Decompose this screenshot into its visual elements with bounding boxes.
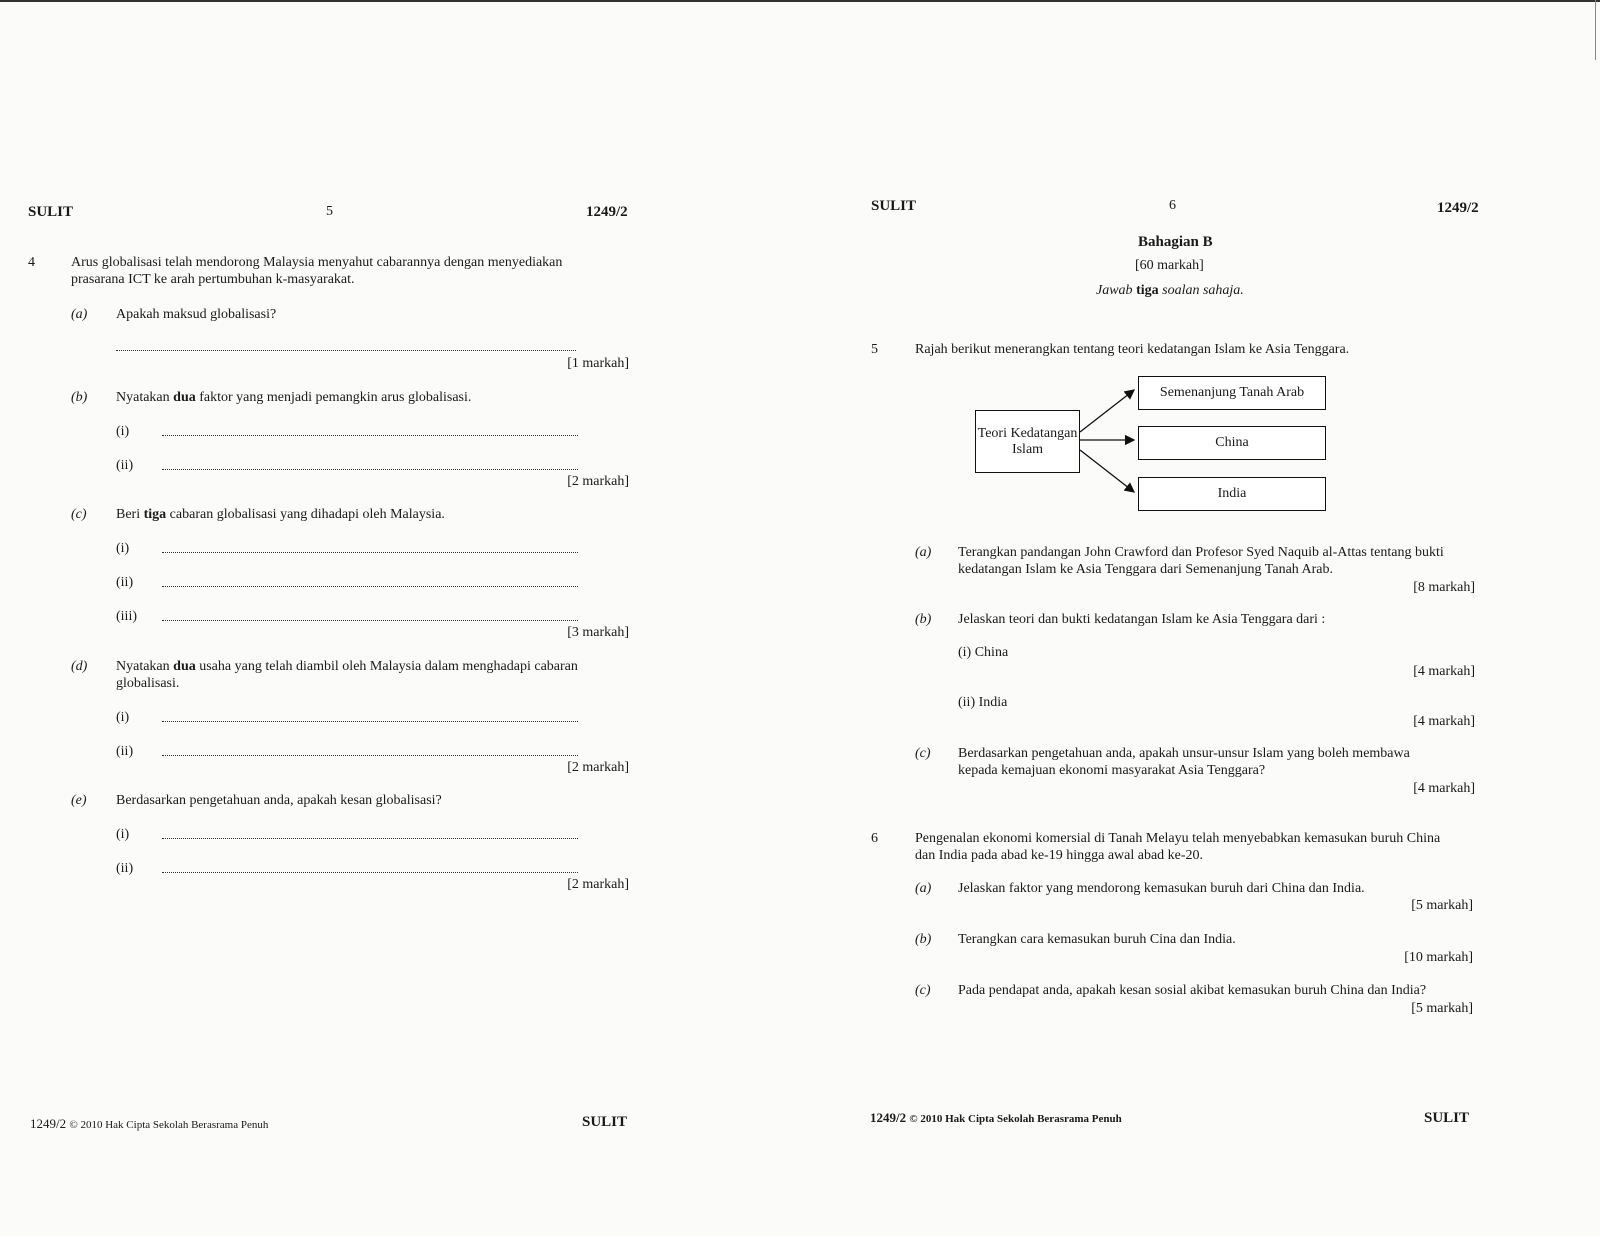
right-header-page-number: 6	[1169, 198, 1176, 213]
q5c-mark: [4 markah]	[1413, 781, 1475, 796]
q4b-answer-line-ii[interactable]	[162, 469, 578, 470]
q4e-roman-ii: (ii)	[116, 861, 134, 876]
q6a-mark: [5 markah]	[1411, 898, 1473, 913]
q6c-text: Pada pendapat anda, apakah kesan sosial akibat kemasukan buruh China dan India?	[958, 983, 1427, 998]
q4c-answer-line-iii[interactable]	[162, 620, 578, 621]
q4d-text: Nyatakan dua usaha yang telah diambil oleh Malaysia dalam menghadapi cabaran	[116, 659, 578, 674]
left-header-code: 1249/2	[586, 204, 628, 220]
q4b-roman-ii: (ii)	[116, 458, 134, 473]
q4d-roman-ii: (ii)	[116, 744, 134, 759]
section-marks: [60 markah]	[1135, 258, 1204, 273]
q6b-text: Terangkan cara kemasukan buruh Cina dan India.	[958, 932, 1236, 947]
q4d-answer-line-i[interactable]	[162, 721, 578, 722]
q4b-mark: [2 markah]	[567, 474, 629, 489]
q4a-mark: [1 markah]	[567, 356, 629, 371]
right-header-code: 1249/2	[1437, 200, 1479, 216]
left-footer-sulit: SULIT	[582, 1114, 628, 1130]
q4e-text: Berdasarkan pengetahuan anda, apakah kesan globalisasi?	[116, 793, 442, 808]
scan-right-border	[1595, 0, 1596, 60]
q6a-label: (a)	[915, 881, 932, 896]
scan-top-border	[0, 0, 1600, 2]
q4c-label: (c)	[71, 507, 87, 522]
q4-stem-line2: prasarana ICT ke arah pertumbuhan k-masyarakat.	[71, 272, 355, 287]
q6b-mark: [10 markah]	[1404, 950, 1473, 965]
right-footer-sulit: SULIT	[1424, 1110, 1470, 1126]
q4c-mark: [3 markah]	[567, 625, 629, 640]
q6-stem-line1: Pengenalan ekonomi komersial di Tanah Melayu telah menyebabkan kemasukan buruh China	[915, 831, 1441, 846]
right-footer-code-copyright: 1249/2 © 2010 Hak Cipta Sekolah Berasrama Penuh	[870, 1110, 1122, 1125]
right-header-sulit: SULIT	[871, 198, 917, 214]
left-header-page-number: 5	[326, 204, 333, 219]
q4c-answer-line-i[interactable]	[162, 552, 578, 553]
q4-number: 4	[28, 255, 35, 270]
q4e-mark: [2 markah]	[567, 877, 629, 892]
q5c-line1: Berdasarkan pengetahuan anda, apakah unsur-unsur Islam yang boleh membawa	[958, 746, 1410, 761]
q4c-roman-iii: (iii)	[116, 609, 137, 624]
q4e-answer-line-i[interactable]	[162, 838, 578, 839]
q4c-text: Beri tiga cabaran globalisasi yang dihadapi oleh Malaysia.	[116, 507, 445, 522]
q5a-line2: kedatangan Islam ke Asia Tenggara dari Semenanjung Tanah Arab.	[958, 562, 1334, 577]
q4a-answer-line[interactable]	[116, 350, 576, 351]
q4c-answer-line-ii[interactable]	[162, 586, 578, 587]
q5-stem: Rajah berikut menerangkan tentang teori kedatangan Islam ke Asia Tenggara.	[915, 342, 1350, 357]
q6-stem-line2: dan India pada abad ke-19 hingga awal abad ke-20.	[915, 848, 1204, 863]
q4e-roman-i: (i)	[116, 827, 130, 842]
section-title: Bahagian B	[1138, 234, 1213, 250]
q4b-roman-i: (i)	[116, 424, 130, 439]
q4b-text: Nyatakan dua faktor yang menjadi pemangkin arus globalisasi.	[116, 390, 472, 405]
q6-number: 6	[871, 831, 878, 846]
q4-stem-line1: Arus globalisasi telah mendorong Malaysia menyahut cabarannya dengan menyediakan	[71, 255, 563, 270]
q5b-mark-i: [4 markah]	[1413, 664, 1475, 679]
diagram-source-box: Teori Kedatangan Islam	[975, 410, 1080, 473]
q4c-roman-i: (i)	[116, 541, 130, 556]
arrow-to-india	[1080, 450, 1134, 492]
q4b-answer-line-i[interactable]	[162, 435, 578, 436]
q4a-label: (a)	[71, 307, 88, 322]
diagram-target-arab: Semenanjung Tanah Arab	[1138, 376, 1326, 410]
left-footer-code-copyright: 1249/2 © 2010 Hak Cipta Sekolah Berasrama Penuh	[30, 1116, 269, 1131]
q5-number: 5	[871, 342, 878, 357]
q5b-label: (b)	[915, 612, 932, 627]
q6c-label: (c)	[915, 983, 931, 998]
q4a-text: Apakah maksud globalisasi?	[116, 307, 277, 322]
arrow-to-arab	[1080, 390, 1134, 432]
diagram-target-india: India	[1138, 477, 1326, 511]
q4d-roman-i: (i)	[116, 710, 130, 725]
q4c-roman-ii: (ii)	[116, 575, 134, 590]
q4d-label: (d)	[71, 659, 88, 674]
section-instruction: Jawab tiga soalan sahaja.	[1096, 283, 1244, 298]
q4e-answer-line-ii[interactable]	[162, 872, 578, 873]
q5c-line2: kepada kemajuan ekonomi masyarakat Asia Tenggara?	[958, 763, 1266, 778]
q6b-label: (b)	[915, 932, 932, 947]
q4e-label: (e)	[71, 793, 87, 808]
q4d-text-line2: globalisasi.	[116, 676, 180, 691]
q5a-mark: [8 markah]	[1413, 580, 1475, 595]
q5b-ii: (ii) India	[958, 695, 1008, 710]
diagram-target-china: China	[1138, 426, 1326, 460]
q4d-answer-line-ii[interactable]	[162, 755, 578, 756]
q4b-label: (b)	[71, 390, 88, 405]
q5a-line1: Terangkan pandangan John Crawford dan Profesor Syed Naquib al-Attas tentang bukti	[958, 545, 1444, 560]
q6c-mark: [5 markah]	[1411, 1001, 1473, 1016]
q5b-i: (i) China	[958, 645, 1009, 660]
q6a-text: Jelaskan faktor yang mendorong kemasukan buruh dari China dan India.	[958, 881, 1365, 896]
q5c-label: (c)	[915, 746, 931, 761]
q5a-label: (a)	[915, 545, 932, 560]
q5b-mark-ii: [4 markah]	[1413, 714, 1475, 729]
q4d-mark: [2 markah]	[567, 760, 629, 775]
q5b-text: Jelaskan teori dan bukti kedatangan Islam ke Asia Tenggara dari :	[958, 612, 1326, 627]
left-header-sulit: SULIT	[28, 204, 74, 220]
